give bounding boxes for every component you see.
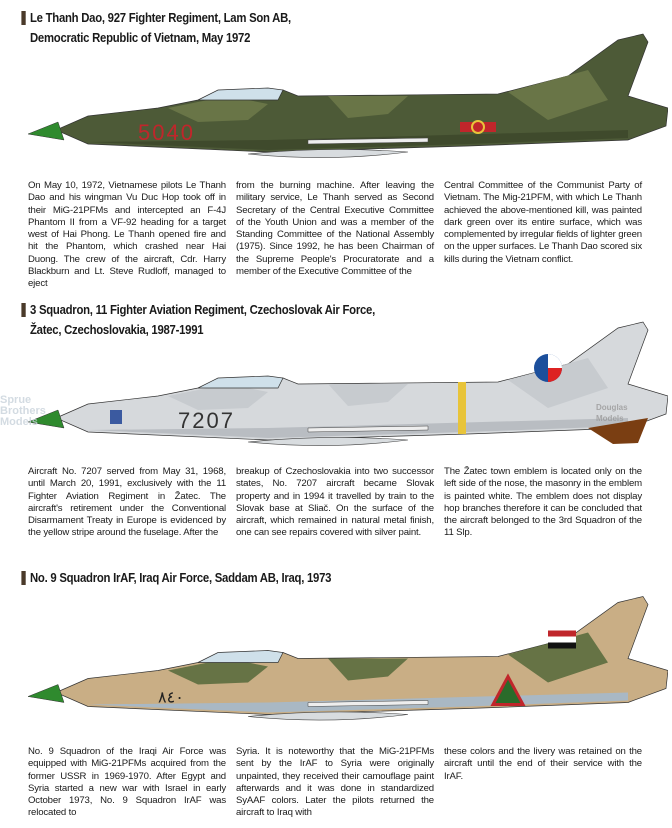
aircraft-profile-vietnam	[28, 30, 668, 165]
watermark-right: Douglas Models	[596, 403, 628, 423]
text-col: from the burning machine. After leaving the military service, Le Thanh served as Second Secretary of the Central Executive Committee of the Youth Union and was a member of the Standing Committee of the National Assembly (1975). Since 1992, he has been Chairman of the Supreme People's Procuratorate and a member of the Executive Committee of the	[236, 180, 434, 278]
nose-cone	[28, 685, 64, 703]
wm-line: Models	[0, 416, 38, 428]
nose-cone	[28, 122, 64, 140]
text-col: Syria. It is noteworthy that the MiG-21PFMs sent by the IrAF to Syria were originally unpainted, they received their camouflage paint afterwards and it was done in standardized SyAAF colors. Later the pilots returned the aircraft to Iraq with	[236, 746, 434, 819]
wm-line: Brothers	[0, 405, 46, 417]
text-col: Central Committee of the Communist Party of Vietnam. The Mig-21PFM, with which Le Thanh achieved the above-mentioned kill, was painted dark green over its entire surface, which was complemented by irregular fields of lighter green on the upper surfaces. Le Thanh Dao scored six kills during the Vietnam conflict.	[444, 180, 642, 265]
text-col: Aircraft No. 7207 served from May 31, 1968, until March 20, 1991, exclusively with the 11 Fighter Aviation Regiment in Žatec. The aircraft's retirement under the Conventional Disarmament Treaty in Europe is evidenced by the yellow stripe around the fuselage. After the	[28, 466, 226, 539]
text-col: breakup of Czechoslovakia into two successor states, No. 7207 aircraft became Slovak property and in 1994 it travelled by train to the Slovak base at Sliač. On the surface of the aircraft, which remained in natural metal finish, one can see repairs covered with silver paint.	[236, 466, 434, 539]
serial-number: 7207	[178, 408, 235, 433]
title-line: Le Thanh Dao, 927 Fighter Regiment, Lam Son AB,	[30, 10, 291, 25]
wm-line: Sprue	[0, 394, 32, 406]
text-col: No. 9 Squadron of the Iraqi Air Force was equipped with MiG-21PFMs acquired from the former USSR in 1969-1970. After Egypt and Syria started a new war with Israel in early October 1973, No. 9 Squadron IrAF was relocated to	[28, 746, 226, 819]
canopy	[198, 88, 283, 100]
aircraft-profile-czech	[28, 318, 668, 453]
title-line: 3 Squadron, 11 Fighter Aviation Regiment, Czechoslovak Air Force,	[30, 302, 375, 317]
title-line: Žatec, Czechoslovakia, 1987-1991	[30, 322, 204, 337]
serial-number: 5040	[138, 120, 195, 145]
serial-number: ٨٤٠	[158, 689, 184, 707]
title-line: No. 9 Squadron IrAF, Iraq Air Force, Saddam AB, Iraq, 1973	[30, 570, 332, 585]
aircraft-profile-iraq	[28, 590, 668, 730]
canopy	[198, 651, 283, 663]
text-col: The Žatec town emblem is located only on the left side of the nose, the masonry in the emblem is painted white. The emblem does not display hop branches therefore it can be concluded that the aircraft belonged to the 3rd Squadron of the 11 Slp.	[444, 466, 642, 539]
section-3-title	[30, 568, 331, 588]
watermark-left	[0, 395, 46, 428]
text-col: these colors and the livery was retained on the aircraft until the end of their service with the IrAF.	[444, 746, 642, 782]
text-col: On May 10, 1972, Vietnamese pilots Le Thanh Dao and his wingman Vu Duc Hop took off in their MiG-21PFMs and intercepted an F-4J Phantom II from a VF-92 heading for a target west of Hai Phong. Le Thanh opened fire and hit the Phantom, which crashed near Hai Duong. The crew of the aircraft, Cdr. Harry Blackburn and Lt. Steve Rudloff, managed to eject	[28, 180, 226, 290]
canopy	[198, 376, 283, 388]
title-line: Democratic Republic of Vietnam, May 1972	[30, 30, 251, 45]
iraq-flag	[548, 631, 576, 637]
town-emblem	[110, 410, 122, 424]
yellow-stripe	[458, 382, 466, 434]
